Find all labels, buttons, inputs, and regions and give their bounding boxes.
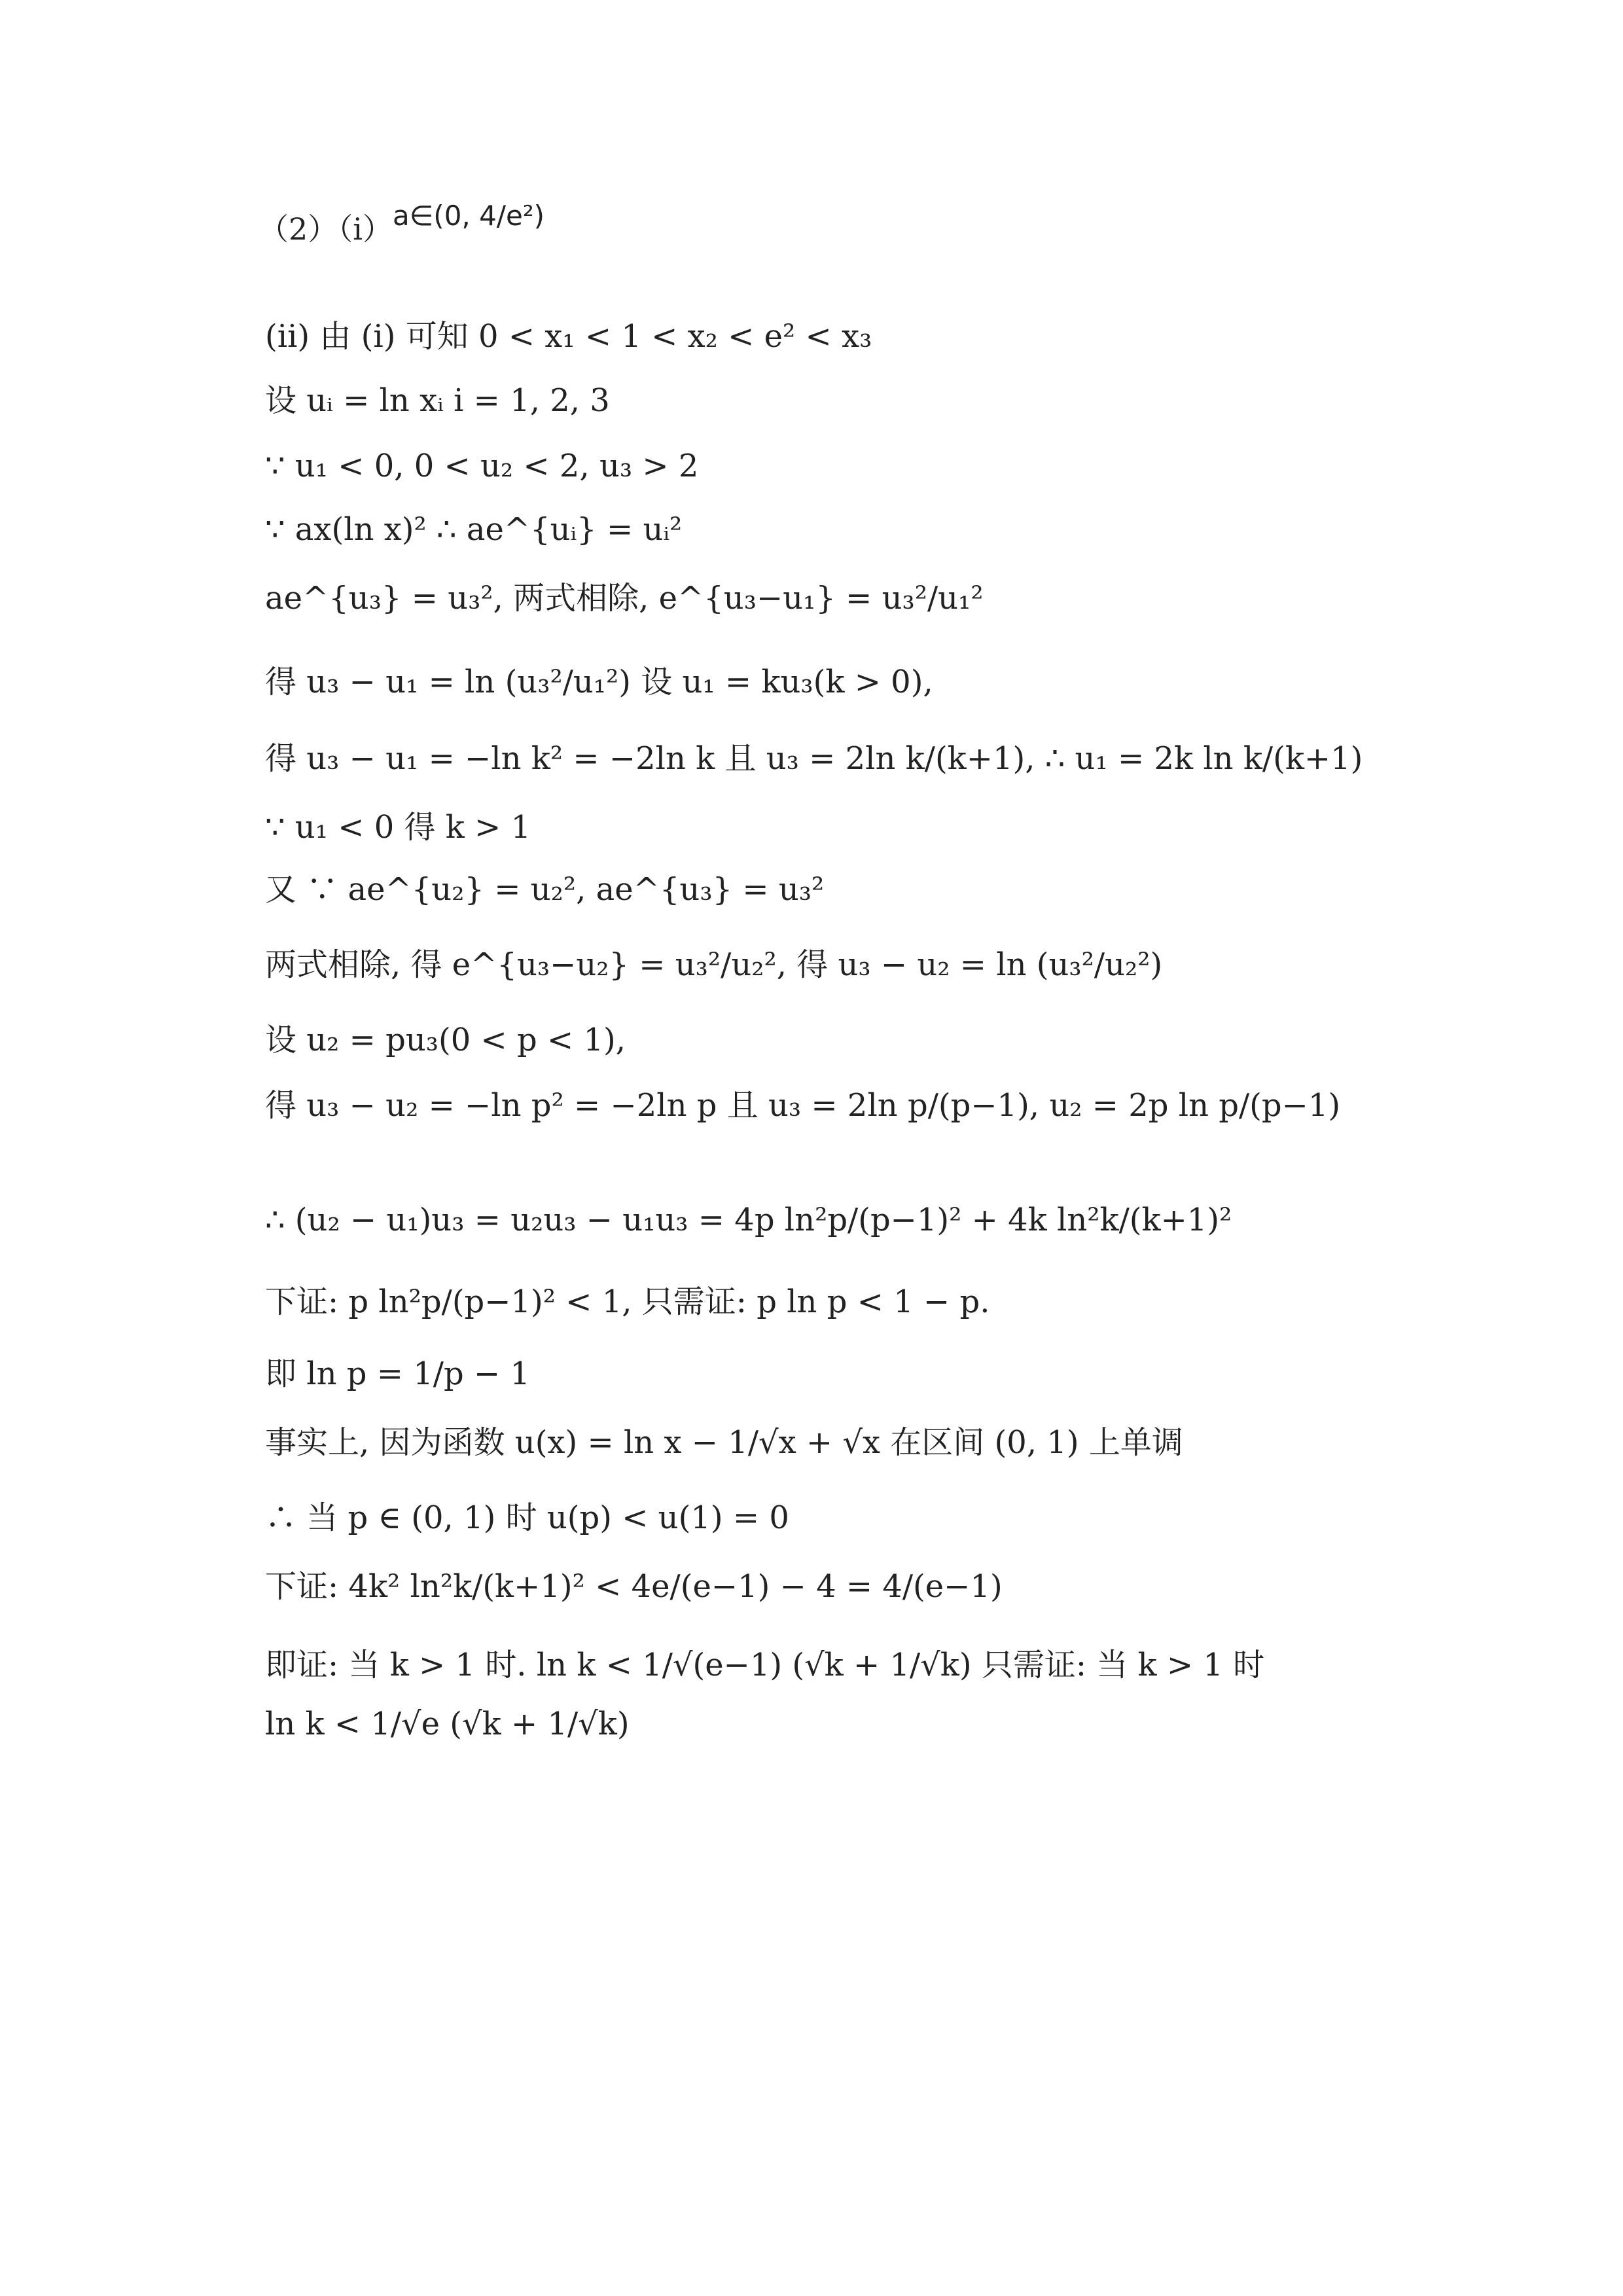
proof-line: (ii) 由 (i) 可知 0 < x₁ < 1 < x₂ < e² < x₃ <box>265 318 872 355</box>
proof-line: ∵ ax(ln x)² ∴ ae^{uᵢ} = uᵢ² <box>265 511 683 548</box>
interval-answer: a∈(0, 4/e²) <box>392 200 545 232</box>
proof-line: 下证: p ln²p/(p−1)² < 1, 只需证: p ln p < 1 − p. <box>265 1283 990 1320</box>
proof-line: ∵ u₁ < 0 得 k > 1 <box>265 809 531 846</box>
part-label: （2）（i） <box>259 211 393 247</box>
proof-line: 得 u₃ − u₂ = −ln p² = −2ln p 且 u₃ = 2ln p/(p−1), u₂ = 2p ln p/(p−1) <box>265 1087 1341 1124</box>
proof-line: 又 ∵ ae^{u₂} = u₂², ae^{u₃} = u₃² <box>265 871 825 908</box>
proof-line: 即 ln p = 1/p − 1 <box>265 1355 530 1392</box>
proof-line: ln k < 1/√e (√k + 1/√k) <box>265 1706 630 1742</box>
proof-line: ∵ u₁ < 0, 0 < u₂ < 2, u₃ > 2 <box>265 448 699 484</box>
proof-line: ∴ (u₂ − u₁)u₃ = u₂u₃ − u₁u₃ = 4p ln²p/(p−1)² + 4k ln²k/(k+1)² <box>265 1202 1232 1238</box>
proof-line: 设 u₂ = pu₃(0 < p < 1), <box>265 1022 626 1058</box>
proof-line: 即证: 当 k > 1 时. ln k < 1/√(e−1) (√k + 1/√k) 只需证: 当 k > 1 时 <box>265 1647 1265 1683</box>
proof-line: 设 uᵢ = ln xᵢ i = 1, 2, 3 <box>265 382 610 419</box>
proof-line: 得 u₃ − u₁ = ln (u₃²/u₁²) 设 u₁ = ku₃(k > 0), <box>265 664 933 700</box>
proof-line: 两式相除, 得 e^{u₃−u₂} = u₃²/u₂², 得 u₃ − u₂ = ln (u₃²/u₂²) <box>265 946 1163 983</box>
proof-line: ∴ 当 p ∈ (0, 1) 时 u(p) < u(1) = 0 <box>265 1499 789 1536</box>
part-header <box>259 200 544 249</box>
proof-line: 得 u₃ − u₁ = −ln k² = −2ln k 且 u₃ = 2ln k/(k+1), ∴ u₁ = 2k ln k/(k+1) <box>265 740 1363 777</box>
proof-line: ae^{u₃} = u₃², 两式相除, e^{u₃−u₁} = u₃²/u₁² <box>265 580 984 617</box>
proof-line: 下证: 4k² ln²k/(k+1)² < 4e/(e−1) − 4 = 4/(e−1) <box>265 1568 1003 1605</box>
proof-line: 事实上, 因为函数 u(x) = ln x − 1/√x + √x 在区间 (0, 1) 上单调 <box>265 1424 1183 1461</box>
